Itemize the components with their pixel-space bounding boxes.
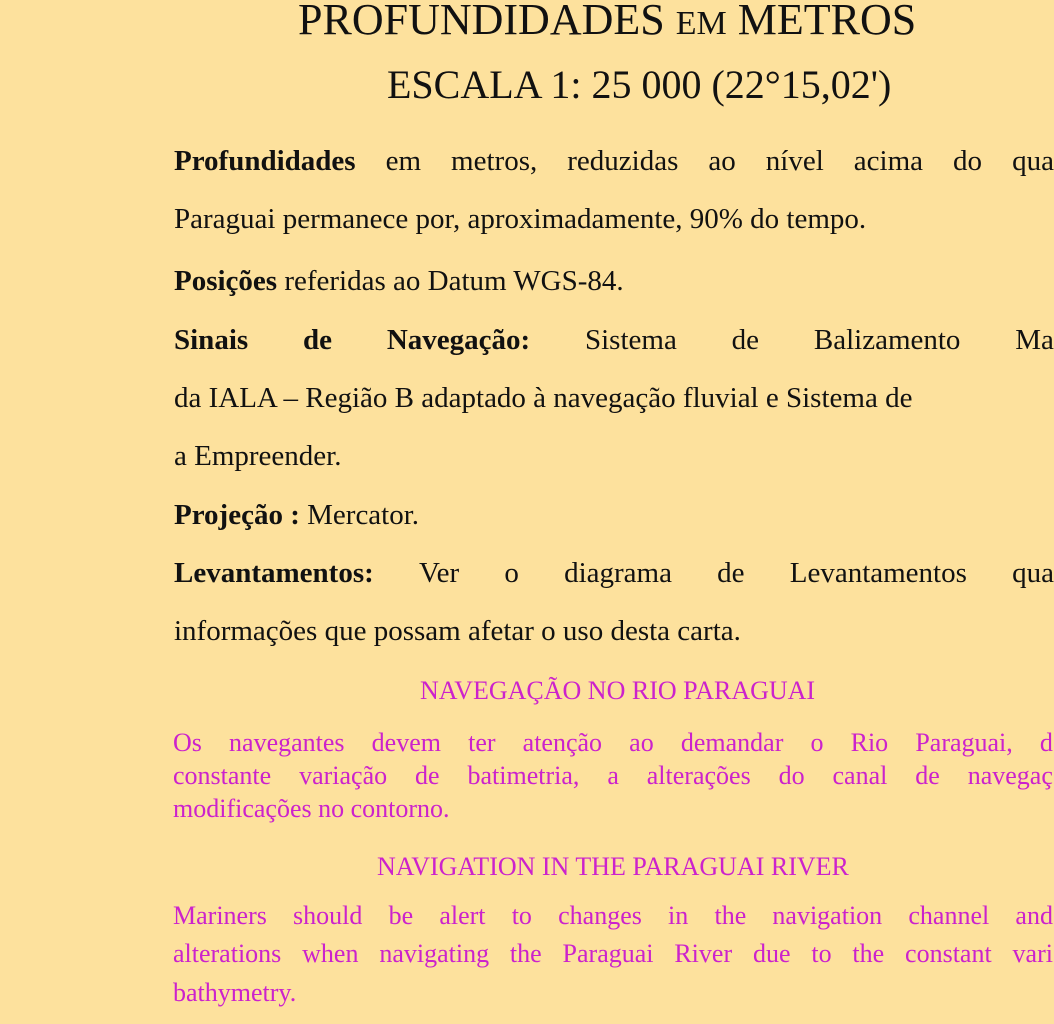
navigation-pt-line1 (173, 726, 1053, 759)
word: do (778, 761, 805, 790)
word: Rio (850, 728, 889, 757)
word: the (509, 939, 542, 968)
word: Mariners (173, 901, 267, 930)
navigation-pt-line3: modificações no contorno. (173, 794, 450, 823)
word: Navegação: (386, 324, 531, 356)
word: navigating (379, 939, 490, 968)
word: Os (173, 728, 202, 757)
word: de (415, 761, 440, 790)
word: and (1015, 901, 1053, 930)
depths-label (174, 143, 356, 179)
positions-label: Posições (174, 265, 278, 297)
word: acima (853, 145, 924, 177)
surveys-line2: informações que possam afetar o uso desta carta. (174, 615, 741, 647)
signals-line1 (174, 322, 1054, 358)
navigation-pt-heading: NAVEGAÇÃO NO RIO PARAGUAI (420, 676, 816, 705)
word: the (714, 901, 747, 930)
word: qua (1012, 557, 1054, 589)
word: constante (173, 761, 272, 790)
word: alterations (173, 939, 282, 968)
word: ao (629, 728, 654, 757)
depths-line1 (174, 143, 1054, 179)
word: Levantamentos (789, 557, 967, 589)
word: nível (765, 145, 824, 177)
word: de (717, 557, 745, 589)
word: Paraguai (562, 939, 654, 968)
word: reduzidas (567, 145, 679, 177)
signals-line3: a Empreender. (174, 440, 342, 472)
word: de (731, 324, 760, 356)
word: River (674, 939, 733, 968)
chart-title (298, 0, 916, 50)
word: batimetria, (467, 761, 580, 790)
word: qua (1012, 145, 1054, 177)
word: de (915, 761, 940, 790)
word: when (302, 939, 359, 968)
word: to (811, 939, 832, 968)
word: alert (439, 901, 486, 930)
word: be (388, 901, 414, 930)
signals-line2: da IALA – Região B adaptado à navegação fluvial e Sistema de (174, 382, 913, 414)
word: the (852, 939, 885, 968)
surveys-line1 (174, 555, 1054, 591)
word: demandar (680, 728, 784, 757)
word: constant (905, 939, 992, 968)
depths-label-text: Profundidades (174, 145, 356, 177)
word: Sinais (174, 324, 249, 356)
positions-text: referidas ao Datum WGS-84. (277, 265, 624, 297)
word: Sistema (585, 324, 677, 356)
projection-label: Projeção : (174, 499, 300, 531)
word: devem (371, 728, 441, 757)
word: navigation (772, 901, 883, 930)
word: due (752, 939, 791, 968)
word: alterações (646, 761, 751, 790)
word: to (511, 901, 532, 930)
word: navegaç (967, 761, 1053, 790)
word: Ma (1015, 324, 1054, 356)
projection-text: Mercator. (299, 499, 420, 531)
navigation-en-line2 (173, 934, 1053, 973)
word: changes (558, 901, 642, 930)
word: should (293, 901, 363, 930)
navigation-en-line1 (173, 896, 1053, 935)
navigation-pt-line2 (173, 759, 1053, 792)
word: metros, (451, 145, 538, 177)
word: canal (832, 761, 888, 790)
word: diagrama (564, 557, 672, 589)
word: o (504, 557, 519, 589)
word: em (385, 145, 422, 177)
word: ao (708, 145, 736, 177)
projection-note (174, 497, 419, 533)
word: Balizamento (813, 324, 961, 356)
word: channel (908, 901, 990, 930)
word: Paraguai, (915, 728, 1013, 757)
title-em: EM (675, 5, 727, 42)
word: a (607, 761, 619, 790)
depths-line2: Paraguai permanece por, aproximadamente, 90% do tempo. (174, 203, 867, 235)
chart-scale: ESCALA 1: 25 000 (22°15,02') (387, 62, 892, 107)
word: d (1039, 728, 1053, 757)
navigation-en-heading: NAVIGATION IN THE PARAGUAI RIVER (377, 852, 849, 881)
word: Ver (418, 557, 460, 589)
word: vari (1012, 939, 1053, 968)
word: in (668, 901, 689, 930)
word: Levantamentos: (174, 557, 374, 589)
word: ter (468, 728, 496, 757)
title-part2: METROS (726, 0, 917, 44)
positions-note (174, 263, 624, 299)
title-part1: PROFUNDIDADES (298, 0, 676, 44)
word: variação (299, 761, 388, 790)
word: atenção (522, 728, 603, 757)
navigation-en-line3: bathymetry. (173, 978, 297, 1007)
word: o (810, 728, 824, 757)
word: de (303, 324, 332, 356)
word: navegantes (229, 728, 345, 757)
word: do (953, 145, 983, 177)
